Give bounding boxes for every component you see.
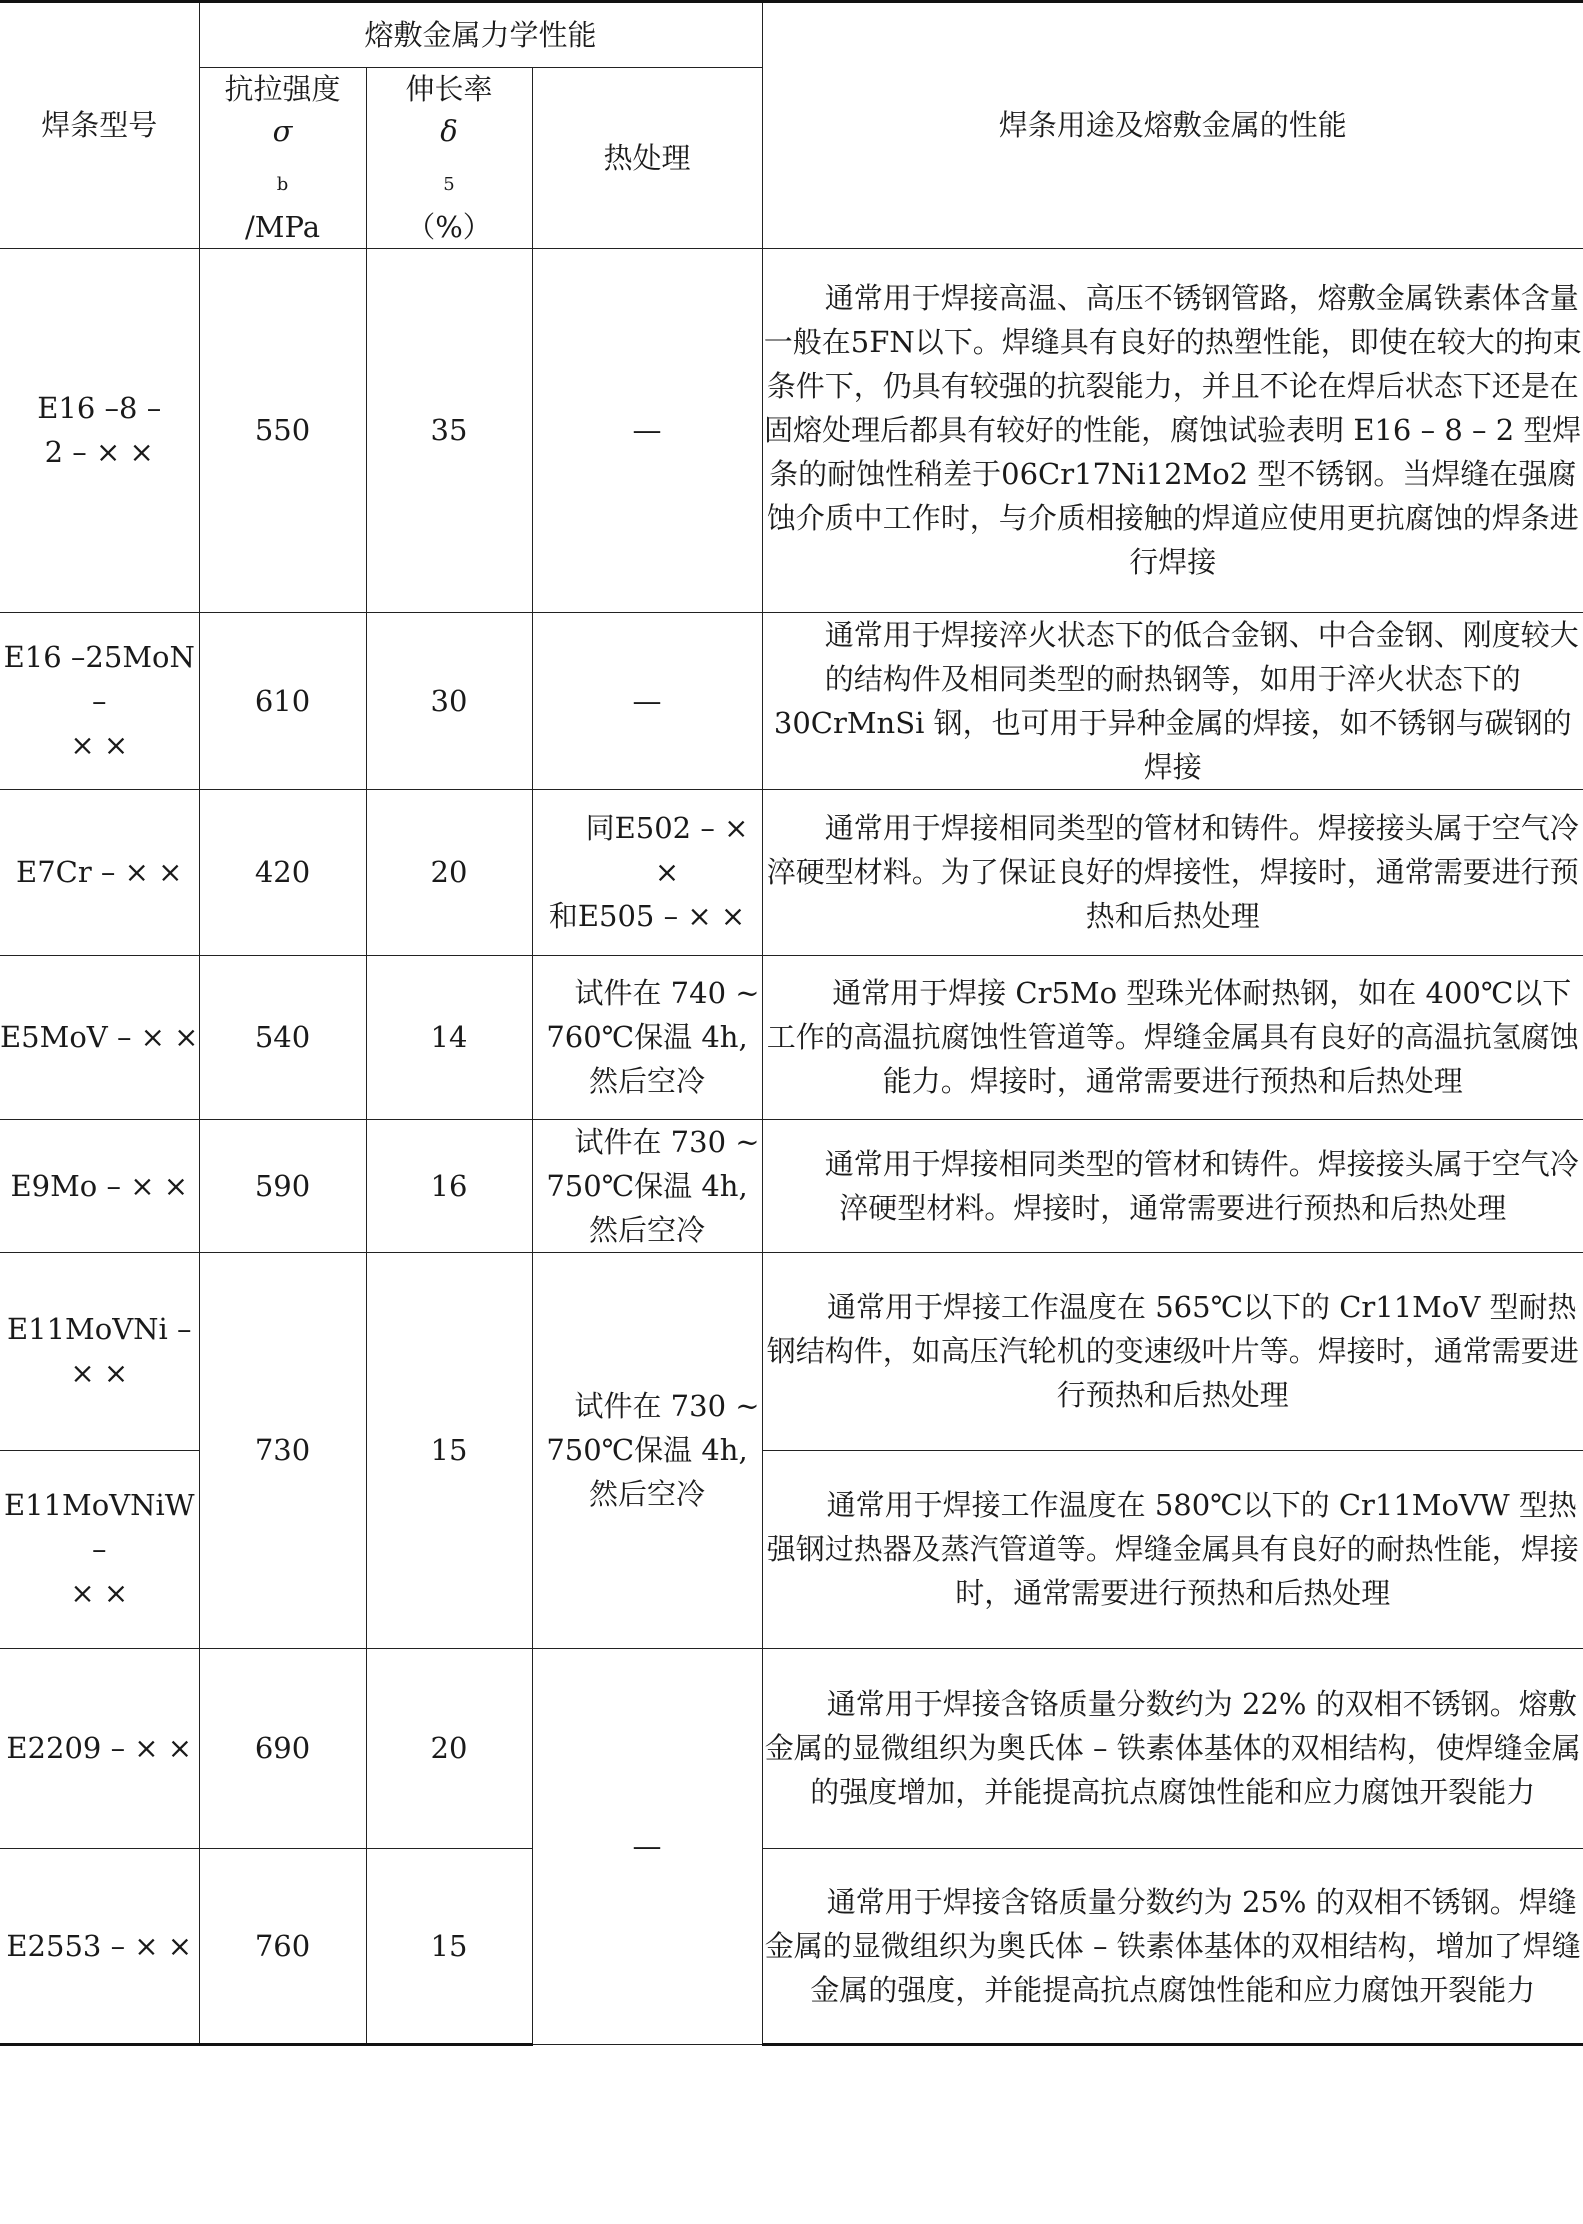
description-cell: 通常用于焊接高温、高压不锈钢管路，熔敷金属铁素体含量一般在5FN以下。焊缝具有良好的热塑性能，即使在较大的拘束条件下，仍具有较强的抗裂能力，并且不论在焊后状态下还是在固熔处理后都具有较好的性能，腐蚀试验表明 E16 – 8 – 2 型焊条的耐蚀性稍差于06Cr17Ni12Mo2 型不锈钢。当焊缝在强腐蚀介质中工作时，与介质相接触的焊道应使用更抗腐蚀的焊条进行焊接: [762, 248, 1583, 612]
table-row: [0, 612, 1583, 789]
heat-treatment-cell: 试件在 740 ~ 760℃保温 4h, 然后空冷: [532, 955, 762, 1119]
header-elongation: 伸长率 δ $_5$ （%）: [366, 68, 532, 249]
table-row: [0, 248, 1583, 612]
description-cell: 通常用于焊接相同类型的管材和铸件。焊接接头属于空气冷淬硬型材料。焊接时，通常需要进行预热和后热处理: [762, 1119, 1583, 1252]
header-heat-treatment: 热处理: [532, 68, 762, 249]
tensile-cell: 540: [199, 955, 366, 1119]
description-cell: 通常用于焊接 Cr5Mo 型珠光体耐热钢，如在 400℃以下工作的高温抗腐蚀性管道等。焊缝金属具有良好的高温抗氢腐蚀能力。焊接时，通常需要进行预热和后热处理: [762, 955, 1583, 1119]
elongation-cell: 15: [366, 1252, 532, 1648]
header-model: 焊条型号: [0, 2, 199, 249]
table-row: [0, 1252, 1583, 1450]
tensile-cell: 420: [199, 789, 366, 955]
tensile-cell: 610: [199, 612, 366, 789]
heat-treatment-cell: —: [532, 248, 762, 612]
model-cell: E5MoV – × ×: [0, 955, 199, 1119]
elongation-cell: 35: [366, 248, 532, 612]
model-cell: E11MoVNiW – × ×: [0, 1450, 199, 1648]
elongation-cell: 16: [366, 1119, 532, 1252]
header-tensile-strength: 抗拉强度 σ $_b$ /MPa: [199, 68, 366, 249]
heat-treatment-cell: —: [532, 1648, 762, 2044]
tensile-cell: 590: [199, 1119, 366, 1252]
model-cell: E16 –8 – 2 – × ×: [0, 248, 199, 612]
elongation-cell: 14: [366, 955, 532, 1119]
tensile-cell: 550: [199, 248, 366, 612]
table-row: [0, 1848, 1583, 2044]
heat-treatment-cell: 试件在 730 ~ 750℃保温 4h, 然后空冷: [532, 1119, 762, 1252]
elongation-cell: 20: [366, 1648, 532, 1848]
table-row: [0, 1119, 1583, 1252]
description-cell: 通常用于焊接含铬质量分数约为 22% 的双相不锈钢。熔敷金属的显微组织为奥氏体 – 铁素体基体的双相结构，使焊缝金属的强度增加，并能提高抗点腐蚀性能和应力腐蚀开裂能力: [762, 1648, 1583, 1848]
description-cell: 通常用于焊接工作温度在 565℃以下的 Cr11MoV 型耐热钢结构件，如高压汽轮机的变速级叶片等。焊接时，通常需要进行预热和后热处理: [762, 1252, 1583, 1450]
table-row: [0, 955, 1583, 1119]
tensile-cell: 690: [199, 1648, 366, 1848]
model-cell: E2209 – × ×: [0, 1648, 199, 1848]
header-mechanical-properties: 熔敷金属力学性能: [199, 2, 762, 68]
elongation-cell: 30: [366, 612, 532, 789]
table-row: [0, 1648, 1583, 1848]
elongation-cell: 20: [366, 789, 532, 955]
model-cell: E2553 – × ×: [0, 1848, 199, 2044]
model-cell: E11MoVNi – × ×: [0, 1252, 199, 1450]
tensile-cell: 730: [199, 1252, 366, 1648]
heat-treatment-cell: 同E502 – × × 和E505 – × ×: [532, 789, 762, 955]
table-row: [0, 789, 1583, 955]
description-cell: 通常用于焊接含铬质量分数约为 25% 的双相不锈钢。焊缝金属的显微组织为奥氏体 – 铁素体基体的双相结构，增加了焊缝金属的强度，并能提高抗点腐蚀性能和应力腐蚀开裂能力: [762, 1848, 1583, 2044]
tensile-cell: 760: [199, 1848, 366, 2044]
description-cell: 通常用于焊接淬火状态下的低合金钢、中合金钢、刚度较大的结构件及相同类型的耐热钢等，如用于淬火状态下的 30CrMnSi 钢，也可用于异种金属的焊接，如不锈钢与碳钢的焊接: [762, 612, 1583, 789]
model-cell: E7Cr – × ×: [0, 789, 199, 955]
model-cell: E9Mo – × ×: [0, 1119, 199, 1252]
model-cell: E16 –25MoN – × ×: [0, 612, 199, 789]
heat-treatment-cell: 试件在 730 ~ 750℃保温 4h, 然后空冷: [532, 1252, 762, 1648]
elongation-cell: 15: [366, 1848, 532, 2044]
heat-treatment-cell: —: [532, 612, 762, 789]
description-cell: 通常用于焊接工作温度在 580℃以下的 Cr11MoVW 型热强钢过热器及蒸汽管道等。焊缝金属具有良好的耐热性能，焊接时，通常需要进行预热和后热处理: [762, 1450, 1583, 1648]
header-usage: 焊条用途及熔敷金属的性能: [762, 2, 1583, 249]
description-cell: 通常用于焊接相同类型的管材和铸件。焊接接头属于空气冷淬硬型材料。为了保证良好的焊接性，焊接时，通常需要进行预热和后热处理: [762, 789, 1583, 955]
